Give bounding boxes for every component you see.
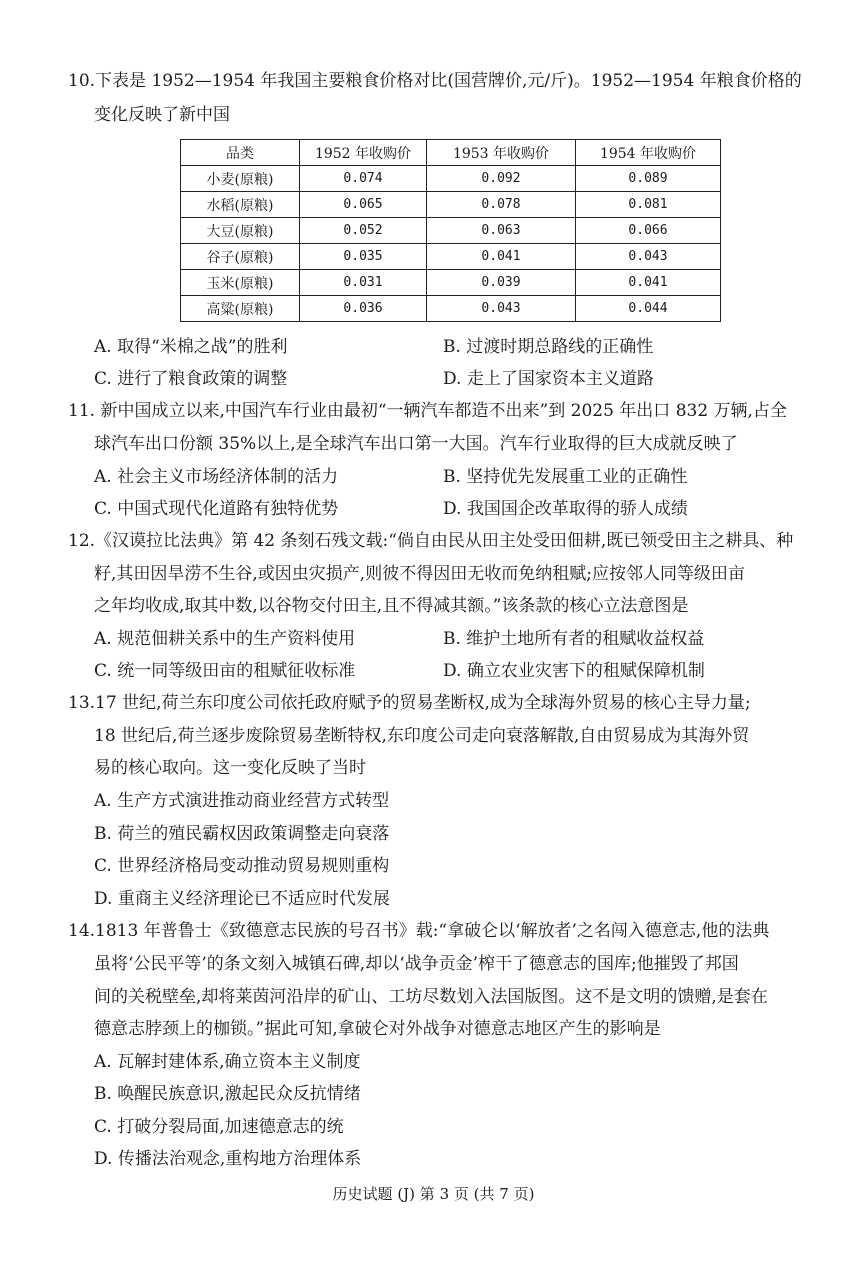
table-row	[181, 244, 721, 270]
table-row	[181, 166, 721, 192]
table-cell: 0.031	[300, 270, 427, 296]
q14-option-a: A. 瓦解封建体系,确立资本主义制度	[94, 1052, 361, 1072]
table-cell: 0.044	[576, 296, 721, 322]
q12-stem-line1: 12.《汉谟拉比法典》第 42 条刻石残文载:“倘自由民从田主处受田佃耕,既已领受田主之耕具、种	[68, 531, 794, 551]
table-cell: 0.065	[300, 192, 427, 218]
q13-option-a: A. 生产方式演进推动商业经营方式转型	[94, 791, 390, 811]
table-cell: 0.036	[300, 296, 427, 322]
q13-option-d: D. 重商主义经济理论已不适应时代发展	[94, 889, 390, 909]
q10-option-b: B. 过渡时期总路线的正确性	[443, 337, 654, 357]
q14-option-d: D. 传播法治观念,重构地方治理体系	[94, 1149, 362, 1169]
q13-option-b: B. 荷兰的殖民霸权因政策调整走向衰落	[94, 824, 390, 844]
q10-stem-line1: 10.下表是 1952—1954 年我国主要粮食价格对比(国营牌价,元/斤)。1952—1954 年粮食价格的	[68, 71, 802, 91]
q10-stem-line2: 变化反映了新中国	[94, 105, 230, 125]
table-cell: 水稻(原粮)	[181, 192, 300, 218]
table-cell: 0.074	[300, 166, 427, 192]
q14-stem-line1: 14.1813 年普鲁士《致德意志民族的号召书》载:“拿破仑以‘解放者’之名闯入德意志,他的法典	[68, 921, 770, 941]
q11-option-d: D. 我国国企改革取得的骄人成绩	[443, 499, 688, 519]
q11-stem-line1: 11. 新中国成立以来,中国汽车行业由最初“一辆汽车都造不出来”到 2025 年出口 832 万辆,占全	[68, 401, 787, 421]
table-row	[181, 270, 721, 296]
table-cell: 0.035	[300, 244, 427, 270]
q14-option-b: B. 唤醒民族意识,激起民众反抗情绪	[94, 1084, 361, 1104]
q12-option-a: A. 规范佃耕关系中的生产资料使用	[94, 629, 356, 649]
q13-stem-line2: 18 世纪后,荷兰逐步废除贸易垄断特权,东印度公司走向衰落解散,自由贸易成为其海外贸	[94, 726, 750, 746]
q13-option-c: C. 世界经济格局变动推动贸易规则重构	[94, 856, 390, 876]
grain-price-table	[180, 139, 721, 322]
q12-option-c: C. 统一同等级田亩的租赋征收标准	[94, 661, 356, 681]
q11-option-b: B. 坚持优先发展重工业的正确性	[443, 467, 688, 487]
q10-option-a: A. 取得“米棉之战”的胜利	[94, 337, 288, 357]
table-cell: 0.089	[576, 166, 721, 192]
table-header-cell: 品类	[181, 140, 300, 166]
table-header-row	[181, 140, 721, 166]
q11-option-a: A. 社会主义市场经济体制的活力	[94, 467, 339, 487]
table-cell: 0.066	[576, 218, 721, 244]
q14-stem-line4: 德意志脖颈上的枷锁。”据此可知,拿破仑对外战争对德意志地区产生的影响是	[94, 1019, 661, 1039]
table-row	[181, 296, 721, 322]
table-row	[181, 218, 721, 244]
table-cell: 0.078	[427, 192, 576, 218]
q13-stem-line1: 13.17 世纪,荷兰东印度公司依托政府赋予的贸易垄断权,成为全球海外贸易的核心主导力量;	[68, 693, 751, 713]
q10-option-d: D. 走上了国家资本主义道路	[443, 369, 654, 389]
table-cell: 0.041	[576, 270, 721, 296]
q12-stem-line3: 之年均收成,取其中数,以谷物交付田主,且不得减其额。”该条款的核心立法意图是	[94, 596, 689, 616]
table-cell: 0.052	[300, 218, 427, 244]
q13-stem-line3: 易的核心取向。这一变化反映了当时	[94, 758, 366, 778]
table-cell: 玉米(原粮)	[181, 270, 300, 296]
q12-stem-line2: 籽,其田因旱涝不生谷,或因虫灾损产,则彼不得因田无收而免纳租赋;应按邻人同等级田亩	[94, 564, 745, 584]
q14-option-c: C. 打破分裂局面,加速德意志的统	[94, 1117, 344, 1137]
table-cell: 0.043	[427, 296, 576, 322]
table-cell: 小麦(原粮)	[181, 166, 300, 192]
q10-option-c: C. 进行了粮食政策的调整	[94, 369, 288, 389]
q14-stem-line3: 间的关税壁垒,却将莱茵河沿岸的矿山、工坊尽数划入法国版图。这不是文明的馈赠,是套在	[94, 987, 768, 1007]
table-row	[181, 192, 721, 218]
q12-option-d: D. 确立农业灾害下的租赋保障机制	[443, 661, 705, 681]
table-cell: 0.043	[576, 244, 721, 270]
q12-option-b: B. 维护土地所有者的租赋收益权益	[443, 629, 705, 649]
table-cell: 谷子(原粮)	[181, 244, 300, 270]
table-cell: 0.039	[427, 270, 576, 296]
table-cell: 0.063	[427, 218, 576, 244]
q11-stem-line2: 球汽车出口份额 35%以上,是全球汽车出口第一大国。汽车行业取得的巨大成就反映了	[94, 434, 738, 454]
table-cell: 0.081	[576, 192, 721, 218]
q11-option-c: C. 中国式现代化道路有独特优势	[94, 499, 339, 519]
q14-stem-line2: 虽将‘公民平等’的条文刻入城镇石碑,却以‘战争贡金’榨干了德意志的国库;他摧毁了邦国	[94, 954, 739, 974]
table-header-cell: 1953 年收购价	[427, 140, 576, 166]
table-cell: 大豆(原粮)	[181, 218, 300, 244]
table-cell: 高粱(原粮)	[181, 296, 300, 322]
table-cell: 0.041	[427, 244, 576, 270]
table-header-cell: 1954 年收购价	[576, 140, 721, 166]
table-header-cell: 1952 年收购价	[300, 140, 427, 166]
page-footer: 历史试题 (J) 第 3 页 (共 7 页)	[332, 1185, 535, 1203]
table-cell: 0.092	[427, 166, 576, 192]
